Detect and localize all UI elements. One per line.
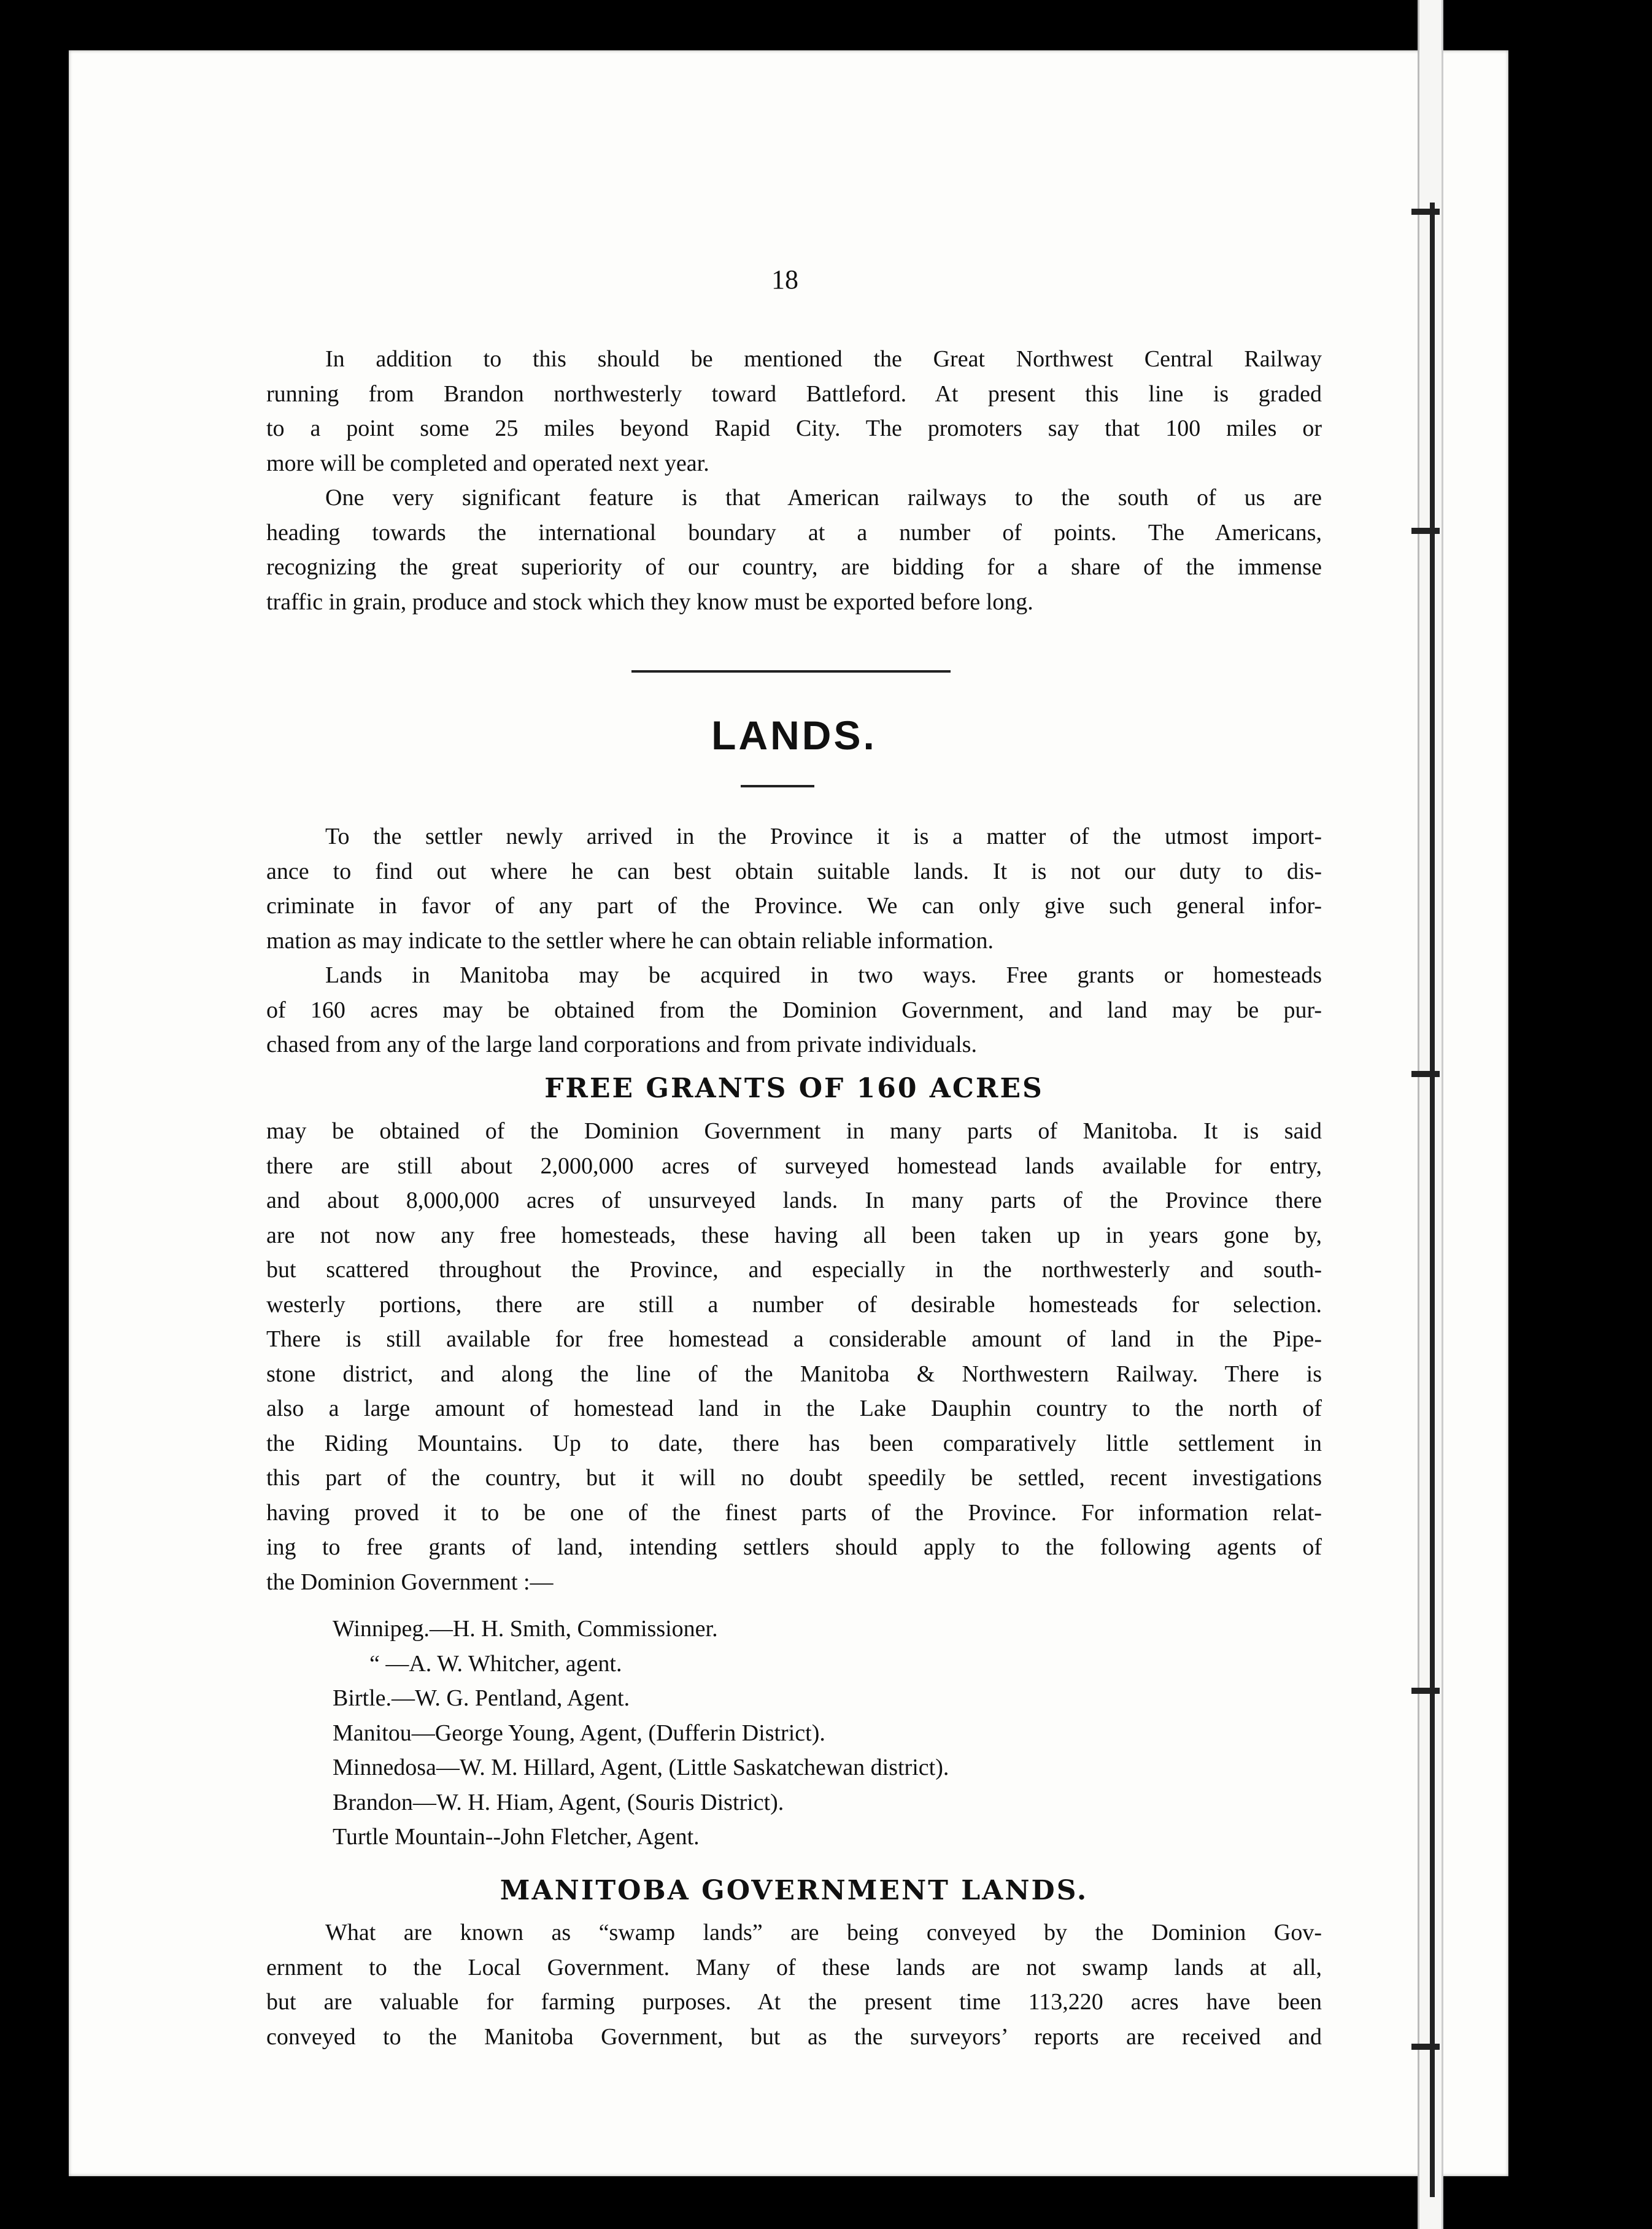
text-line: having proved it to be one of the finest parts of the Province. For information relat- [266,1499,1322,1526]
section-title-lands: LANDS. [711,713,877,758]
text-line: may be obtained of the Dominion Government in many parts of Manitoba. It is said [266,1118,1322,1144]
title-underline [741,785,814,787]
manitoba-lands-section [266,1915,1322,2054]
text-line: One very significant feature is that American railways to the south of us are [325,485,1322,511]
paragraph [266,819,1322,958]
binding-mark [1411,209,1440,215]
binding-mark [1411,2044,1440,2050]
text-line: ance to find out where he can best obtain suitable lands. It is not our duty to dis- [266,858,1322,884]
text-line: and about 8,000,000 acres of unsurveyed lands. In many parts of the Province there [266,1188,1322,1213]
lands-section [266,819,1322,1062]
text-line: recognizing the great superiority of our country, are bidding for a share of the immense [266,554,1322,580]
text-line: stone district, and along the line of the Manitoba & Northwestern Railway. There is [266,1361,1322,1387]
text-line: In addition to this should be mentioned the Great Northwest Central Railway [325,346,1322,372]
text-line: heading towards the international boundary at a number of points. The Americans, [266,519,1322,546]
section-title-manitoba-lands: MANITOBA GOVERNMENT LANDS. [500,1875,1089,1906]
paragraph [266,958,1322,1062]
paragraph [266,342,1322,481]
free-grants-section [266,1114,1322,1599]
text-line: to a point some 25 miles beyond Rapid City. The promoters say that 100 miles or [266,415,1322,441]
section-title-free-grants: FREE GRANTS OF 160 ACRES [544,1073,1044,1104]
text-line: also a large amount of homestead land in the Lake Dauphin country to the north of [266,1396,1322,1421]
text-line: but scattered throughout the Province, and especially in the northwesterly and south- [266,1257,1322,1283]
agent-entry: Manitou—George Young, Agent, (Dufferin District). [333,1720,825,1746]
text-line: westerly portions, there are still a number of desirable homesteads for selection. [266,1291,1322,1318]
text-line: the Riding Mountains. Up to date, there has been comparatively little settlement in [266,1430,1322,1456]
section-divider [631,670,951,673]
text-line: What are known as “swamp lands” are being conveyed by the Dominion Gov- [325,1920,1322,1945]
text-line: more will be completed and operated next year. [266,450,709,476]
text-line: To the settler newly arrived in the Province it is a matter of the utmost import- [325,824,1322,849]
text-line: chased from any of the large land corporations and from private individuals. [266,1032,977,1057]
text-line: there are still about 2,000,000 acres of surveyed homestead lands available for entry, [266,1153,1322,1179]
agent-entry: Winnipeg.—H. H. Smith, Commissioner. [333,1616,718,1642]
text-line: mation as may indicate to the settler where he can obtain reliable information. [266,927,994,954]
text-line: but are valuable for farming purposes. At the present time 113,220 acres have been [266,1989,1322,2015]
text-line: the Dominion Government :— [266,1569,554,1595]
binding-edge [1430,203,1435,2197]
text-line: Lands in Manitoba may be acquired in two ways. Free grants or homesteads [325,962,1322,988]
railway-section [266,342,1322,619]
text-line: conveyed to the Manitoba Government, but as the surveyors’ reports are received and [266,2023,1322,2050]
binding-mark [1411,1688,1440,1694]
agents-list [333,1612,1314,1855]
text-line: criminate in favor of any part of the Province. We can only give such general infor- [266,893,1322,919]
binding-mark [1411,1071,1440,1077]
paragraph [266,481,1322,619]
agent-entry: Minnedosa—W. M. Hillard, Agent, (Little Saskatchewan district). [333,1755,949,1780]
text-line: this part of the country, but it will no doubt speedily be settled, recent investigations [266,1465,1322,1491]
text-line: traffic in grain, produce and stock which they know must be exported before long. [266,589,1033,615]
text-line: ing to free grants of land, intending settlers should apply to the following agents of [266,1534,1322,1560]
agent-entry: Brandon—W. H. Hiam, Agent, (Souris District). [333,1789,784,1815]
agent-entry: Turtle Mountain--John Fletcher, Agent. [333,1824,700,1850]
agent-entry: Birtle.—W. G. Pentland, Agent. [333,1685,630,1711]
text-line: ernment to the Local Government. Many of these lands are not swamp lands at all, [266,1954,1322,1980]
text-line: are not now any free homesteads, these having all been taken up in years gone by, [266,1222,1322,1248]
agent-entry: “ —A. W. Whitcher, agent. [369,1650,622,1677]
binding-mark [1411,528,1440,534]
text-line: of 160 acres may be obtained from the Dominion Government, and land may be pur- [266,997,1322,1023]
text-line: running from Brandon northwesterly toward Battleford. At present this line is graded [266,381,1322,407]
page-number: 18 [771,265,798,295]
text-line: There is still available for free homestead a considerable amount of land in the Pipe- [266,1326,1322,1352]
